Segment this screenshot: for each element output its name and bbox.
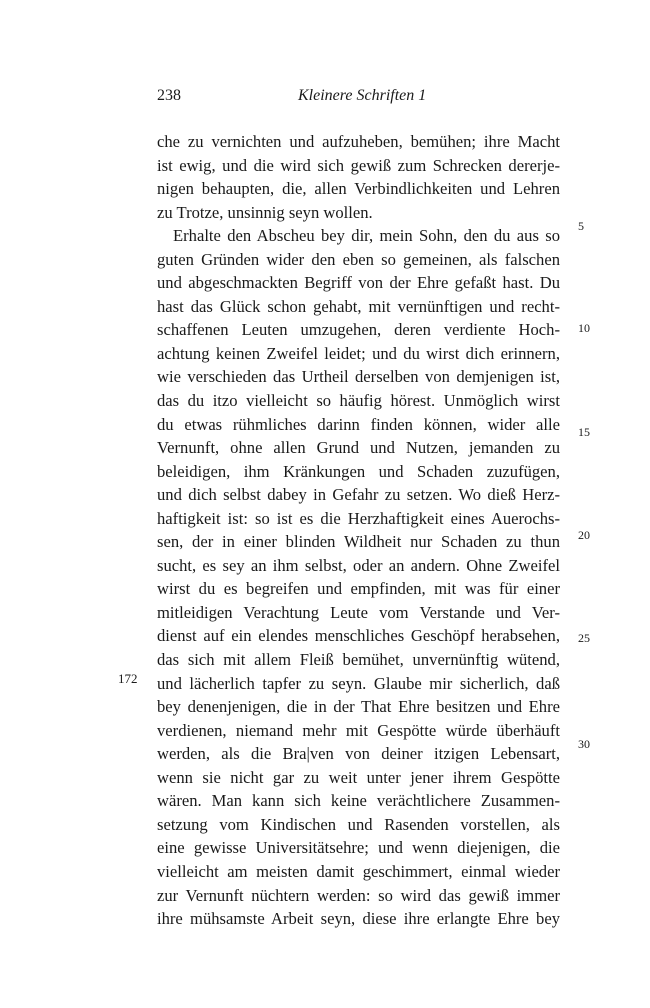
text-line: ihre mühsamste Arbeit seyn, diese ihre erlangte Ehre bey [157,909,560,929]
text-line: che zu vernichten und aufzuheben, bemühen; ihre Macht [157,132,560,151]
line-number: 15 [578,425,590,439]
text-line: achtung keinen Zweifel leidet; und du wirst dich erinnern, [157,343,560,363]
text-line: sucht, es sey an ihm selbst, oder an andern. Ohne Zweifel [157,555,560,575]
text-line: zur Vernunft nüchtern werden: so wird das gewiß immer [157,885,560,905]
text-line: wenn sie nicht gar zu weit unter jener ihrem Gespötte [157,767,560,787]
text-line: und dich selbst dabey in Gefahr zu setzen. Wo dieß Herz- [157,485,560,505]
text-line: das sich mit allem Fleiß bemühet, unvernünftig wütend, [157,650,560,670]
text-line: und lächerlich tapfer zu seyn. Glaube mir sicherlich, daß [157,673,560,693]
line-number: 20 [578,528,590,542]
body-text [157,130,560,931]
text-line: und abgeschmackten Begriff von der Ehre gefaßt hast. Du [157,273,560,293]
text-line: wirst du es begreifen und empfinden, mit was für einer [157,579,560,599]
text-line: das du itzo vielleicht so häufig hörest. Unmöglich wirst [157,391,560,411]
text-line: zu Trotze, unsinnig seyn wollen. [157,202,373,222]
page-number: 238 [157,87,181,104]
text-line: sen, der in einer blinden Wildheit nur Schaden zu thun [157,532,560,552]
text-line: eine gewisse Universitätsehre; und wenn diejenigen, die [157,838,560,858]
text-line: wären. Man kann sich keine verächtlichere Zusammen- [157,791,560,811]
line-number: 10 [578,321,590,335]
text-line: beleidigen, ihm Kränkungen und Schaden zuzufügen, [157,461,560,481]
text-line: schaffenen Leuten umzugehen, deren verdiente Hoch- [157,320,560,340]
text-line: bey denenjenigen, die in der That Ehre besitzen und Ehre [157,697,560,717]
text-line: hast das Glück schon gehabt, mit vernünftigen und recht- [157,296,560,316]
text-line: Vernunft, ohne allen Grund und Nutzen, jemanden zu [157,438,560,458]
text-line: vielleicht am meisten damit geschimmert, einmal wieder [157,861,560,881]
text-line: mitleidigen Verachtung Leute vom Verstande und Ver- [157,602,560,622]
text-line: guten Gründen wider den eben so gemeinen, als falschen [157,249,560,269]
text-line: ist ewig, und die wird sich gewiß zum Schrecken dererje- [157,155,560,175]
text-line: setzung vom Kindischen und Rasenden vorstellen, als [157,814,560,834]
text-line: Erhalte den Abscheu bey dir, mein Sohn, den du aus so [173,226,560,246]
line-number: 30 [578,737,590,751]
text-line: du etwas rühmliches darinn finden können, wider alle [157,414,560,434]
text-line: wie verschieden das Urtheil derselben von demjenigen ist, [157,367,560,387]
margin-page-reference: 172 [118,671,138,686]
text-line: verdienen, niemand mehr mit Gespötte würde überhäuft [157,720,560,740]
text-line: haftigkeit ist: so ist es die Herzhaftigkeit eines Auerochs- [157,508,560,528]
text-line: werden, als die Bra|ven von deiner itzigen Lebensart, [157,744,560,764]
text-line: nigen behaupten, die, allen Verbindlichkeiten und Lehren [157,179,560,199]
line-number: 5 [578,219,584,233]
text-line: dienst auf ein elendes menschliches Geschöpf herabsehen, [157,626,560,646]
line-number: 25 [578,631,590,645]
running-head: Kleinere Schriften 1 [298,87,427,104]
